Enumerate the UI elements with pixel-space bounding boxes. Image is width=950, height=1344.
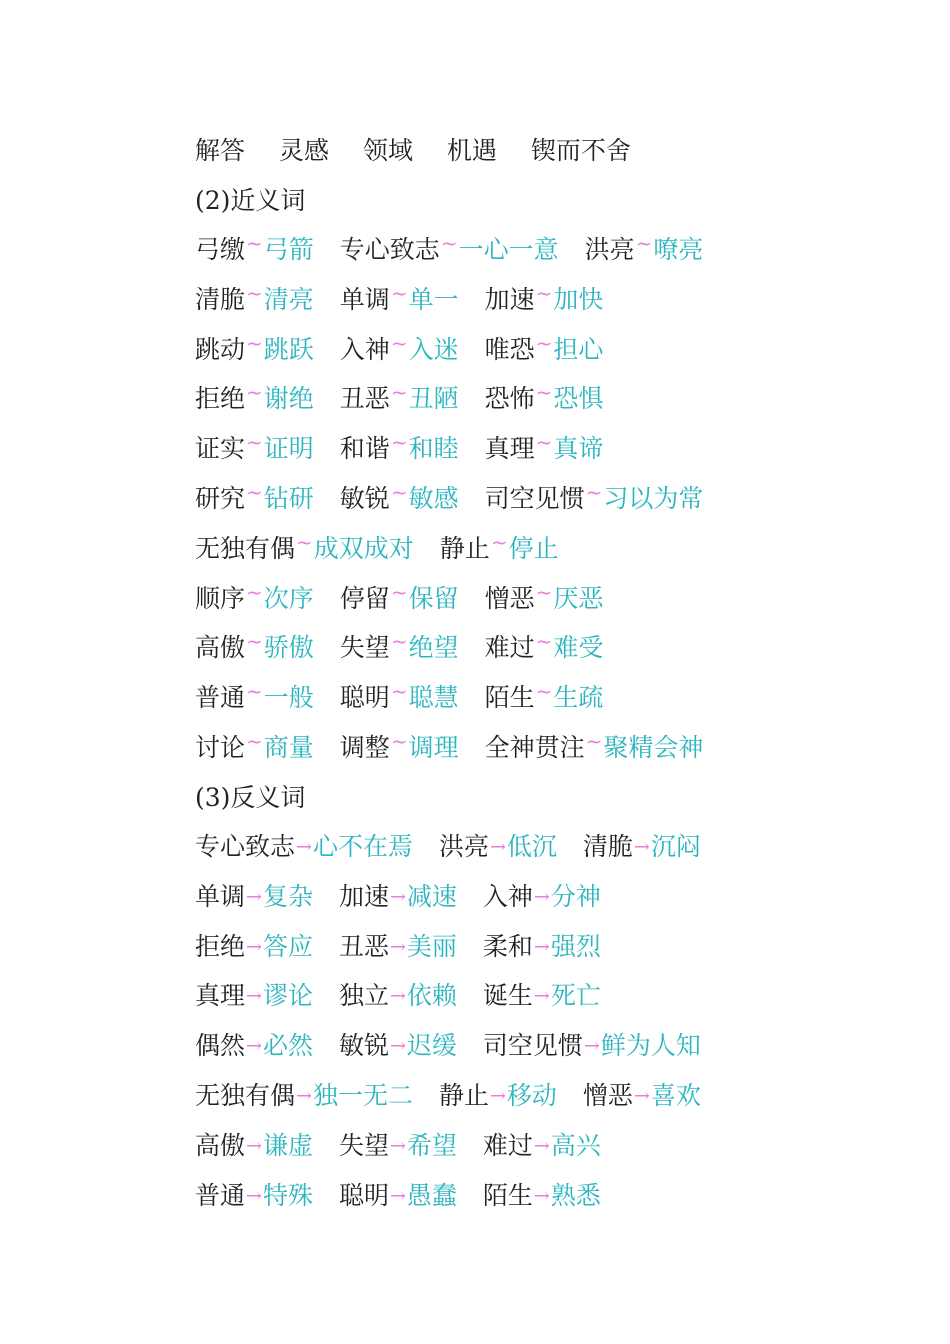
- tilde-mark-icon: ~: [535, 629, 553, 653]
- word: 灵感: [278, 136, 329, 165]
- word-pair: [483, 877, 601, 919]
- synonym-row: [195, 330, 603, 370]
- answer-word: 低沉: [506, 832, 557, 861]
- answer-word: 一心一意: [458, 235, 559, 264]
- synonym-row: [195, 479, 703, 519]
- answer-word: 绝望: [408, 633, 459, 662]
- answer-word: 聪慧: [408, 683, 459, 712]
- source-word: 憎恶: [484, 584, 535, 613]
- word-pair: [585, 230, 704, 271]
- arrow-right-icon: →: [246, 985, 262, 1007]
- word-pair: [485, 479, 704, 520]
- tilde-mark-icon: ~: [635, 231, 653, 255]
- tilde-mark-icon: ~: [246, 580, 263, 604]
- word-pair: [483, 1126, 601, 1168]
- answer-word: 心不在焉: [312, 832, 413, 861]
- tilde-mark-icon: ~: [390, 480, 408, 504]
- word-pair: [195, 230, 314, 271]
- answer-word: 高兴: [550, 1131, 601, 1160]
- source-word: 丑恶: [338, 932, 389, 961]
- arrow-right-icon: →: [246, 886, 262, 908]
- answer-word: 证明: [263, 434, 314, 463]
- antonym-row: [195, 927, 601, 967]
- source-word: 单调: [339, 285, 390, 314]
- word-pair: [440, 529, 559, 570]
- tilde-mark-icon: ~: [535, 580, 553, 604]
- arrow-right-icon: →: [389, 1135, 406, 1157]
- antonym-row: [195, 976, 601, 1016]
- tilde-mark-icon: ~: [390, 580, 408, 604]
- source-word: 静止: [438, 1081, 489, 1110]
- arrow-right-icon: →: [246, 1185, 262, 1207]
- source-word: 跳动: [195, 335, 246, 364]
- answer-word: 清亮: [263, 285, 314, 314]
- tilde-mark-icon: ~: [246, 281, 263, 305]
- word-pair: [340, 379, 459, 420]
- source-word: 失望: [339, 633, 390, 662]
- source-word: 清脆: [582, 832, 633, 861]
- word-pair: [195, 678, 314, 719]
- word-pair: [483, 927, 601, 969]
- source-word: 拒绝: [195, 384, 246, 413]
- answer-word: 敏感: [408, 484, 459, 513]
- word-pair: [439, 1076, 557, 1118]
- source-word: 高傲: [195, 1131, 246, 1160]
- word-pair: [485, 330, 604, 371]
- source-word: 加速: [338, 882, 389, 911]
- tilde-mark-icon: ~: [535, 331, 553, 355]
- word-pair: [339, 927, 457, 969]
- synonym-row: [195, 529, 559, 569]
- arrow-right-icon: →: [389, 936, 406, 958]
- answer-word: 单一: [408, 285, 459, 314]
- word-pair: [483, 1176, 601, 1218]
- tilde-mark-icon: ~: [390, 380, 408, 404]
- source-word: 陌生: [482, 1181, 533, 1210]
- answer-word: 减速: [406, 882, 457, 911]
- word-pair: [195, 479, 314, 520]
- answer-word: 熟悉: [550, 1181, 601, 1210]
- synonym-row: [195, 678, 603, 718]
- answer-word: 复杂: [262, 882, 313, 911]
- answer-word: 依赖: [406, 981, 457, 1010]
- word-pair: [195, 976, 313, 1018]
- tilde-mark-icon: ~: [390, 331, 408, 355]
- answer-word: 停止: [508, 534, 559, 563]
- word-pair: [339, 1176, 457, 1218]
- arrow-right-icon: →: [633, 1085, 650, 1107]
- answer-word: 成双成对: [313, 534, 414, 563]
- arrow-right-icon: →: [533, 936, 550, 958]
- answer-word: 入迷: [408, 335, 459, 364]
- source-word: 研究: [195, 484, 246, 513]
- answer-word: 丑陋: [408, 384, 459, 413]
- arrow-right-icon: →: [533, 985, 550, 1007]
- word-pair: [483, 976, 601, 1018]
- source-word: 诞生: [482, 981, 533, 1010]
- word-pair: [340, 628, 459, 669]
- answer-word: 恐惧: [553, 384, 604, 413]
- answer-word: 强烈: [550, 932, 601, 961]
- word: 机遇: [446, 136, 497, 165]
- tilde-mark-icon: ~: [246, 679, 263, 703]
- word-pair: [340, 280, 459, 321]
- word-pair: [340, 579, 459, 620]
- answer-word: 喜欢: [650, 1081, 701, 1110]
- synonym-row: [195, 579, 603, 619]
- word-pair: [195, 728, 314, 769]
- antonym-row: [195, 827, 701, 867]
- tilde-mark-icon: ~: [390, 281, 408, 305]
- tilde-mark-icon: ~: [390, 679, 408, 703]
- word-pair: [340, 230, 559, 271]
- source-word: 入神: [482, 882, 533, 911]
- tilde-mark-icon: ~: [585, 729, 603, 753]
- source-word: 弓缴: [195, 235, 246, 264]
- source-word: 真理: [195, 981, 246, 1010]
- answer-word: 独一无二: [312, 1081, 413, 1110]
- source-word: 静止: [439, 534, 490, 563]
- arrow-right-icon: →: [389, 886, 406, 908]
- source-word: 司空见惯: [482, 1031, 583, 1060]
- answer-word: 次序: [263, 584, 314, 613]
- arrow-right-icon: →: [389, 1035, 406, 1057]
- word-pair: [339, 976, 457, 1018]
- source-word: 讨论: [195, 733, 246, 762]
- source-word: 加速: [484, 285, 535, 314]
- tilde-mark-icon: ~: [390, 629, 408, 653]
- source-word: 难过: [482, 1131, 533, 1160]
- source-word: 拒绝: [195, 932, 246, 961]
- source-word: 停留: [339, 584, 390, 613]
- answer-word: 愚蠢: [406, 1181, 457, 1210]
- answer-word: 担心: [553, 335, 604, 364]
- source-word: 清脆: [195, 285, 246, 314]
- tilde-mark-icon: ~: [246, 380, 263, 404]
- word-pair: [485, 579, 604, 620]
- source-word: 专心致志: [339, 235, 440, 264]
- source-word: 恐怖: [484, 384, 535, 413]
- word: 锲而不舍: [530, 136, 631, 165]
- source-word: 普通: [195, 1181, 246, 1210]
- answer-word: 习以为常: [603, 484, 704, 513]
- answer-word: 鲜为人知: [600, 1031, 701, 1060]
- word-pair: [340, 429, 459, 470]
- source-word: 柔和: [482, 932, 533, 961]
- word-pair: [195, 379, 314, 420]
- arrow-right-icon: →: [583, 1035, 600, 1057]
- word-pair: [195, 280, 314, 321]
- tilde-mark-icon: ~: [296, 530, 313, 554]
- arrow-right-icon: →: [489, 1085, 506, 1107]
- source-word: 单调: [195, 882, 246, 911]
- tilde-mark-icon: ~: [535, 679, 553, 703]
- arrow-right-icon: →: [296, 836, 312, 858]
- source-word: 高傲: [195, 633, 246, 662]
- tilde-mark-icon: ~: [246, 231, 263, 255]
- answer-word: 聚精会神: [603, 733, 704, 762]
- word-pair: [439, 827, 557, 869]
- source-word: 陌生: [484, 683, 535, 712]
- word-pair: [485, 280, 604, 321]
- answer-word: 难受: [553, 633, 604, 662]
- synonym-row: [195, 429, 603, 469]
- word-pair: [195, 1076, 413, 1118]
- source-word: 全神贯注: [484, 733, 585, 762]
- answer-word: 真谛: [553, 434, 604, 463]
- answer-word: 谦虚: [262, 1131, 313, 1160]
- tilde-mark-icon: ~: [246, 729, 263, 753]
- arrow-right-icon: →: [633, 836, 650, 858]
- source-word: 洪亮: [584, 235, 635, 264]
- word-pair: [339, 877, 457, 919]
- answer-word: 特殊: [262, 1181, 313, 1210]
- source-word: 丑恶: [339, 384, 390, 413]
- synonyms-heading: (2)近义词: [195, 186, 306, 215]
- answer-word: 希望: [406, 1131, 457, 1160]
- arrow-right-icon: →: [246, 936, 262, 958]
- antonym-row: [195, 1126, 601, 1166]
- source-word: 司空见惯: [484, 484, 585, 513]
- answer-word: 商量: [263, 733, 314, 762]
- answer-word: 谬论: [262, 981, 313, 1010]
- word-pair: [340, 678, 459, 719]
- word-pair: [483, 1026, 701, 1068]
- answer-word: 答应: [262, 932, 313, 961]
- word-pair: [195, 628, 314, 669]
- answer-word: 生疏: [553, 683, 604, 712]
- source-word: 无独有偶: [195, 534, 296, 563]
- antonym-row: [195, 1026, 701, 1066]
- tilde-mark-icon: ~: [390, 729, 408, 753]
- word-list-line: [195, 131, 631, 171]
- answer-word: 钻研: [263, 484, 314, 513]
- tilde-mark-icon: ~: [535, 430, 553, 454]
- answer-word: 必然: [262, 1031, 313, 1060]
- word-pair: [485, 429, 604, 470]
- word-pair: [195, 429, 314, 470]
- arrow-right-icon: →: [246, 1135, 262, 1157]
- source-word: 调整: [339, 733, 390, 762]
- source-word: 证实: [195, 434, 246, 463]
- word-pair: [583, 1076, 701, 1118]
- word-pair: [485, 628, 604, 669]
- synonym-row: [195, 628, 603, 668]
- source-word: 无独有偶: [195, 1081, 296, 1110]
- word: 解答: [195, 136, 246, 165]
- arrow-right-icon: →: [533, 886, 550, 908]
- source-word: 唯恐: [484, 335, 535, 364]
- answer-word: 和睦: [408, 434, 459, 463]
- answer-word: 迟缓: [406, 1031, 457, 1060]
- answer-word: 一般: [263, 683, 314, 712]
- source-word: 入神: [339, 335, 390, 364]
- source-word: 聪明: [338, 1181, 389, 1210]
- source-word: 普通: [195, 683, 246, 712]
- arrow-right-icon: →: [389, 1185, 406, 1207]
- source-word: 敏锐: [339, 484, 390, 513]
- arrow-right-icon: →: [489, 836, 506, 858]
- answer-word: 厌恶: [553, 584, 604, 613]
- word-pair: [195, 877, 313, 919]
- source-word: 难过: [484, 633, 535, 662]
- source-word: 真理: [484, 434, 535, 463]
- word-pair: [485, 678, 604, 719]
- word-pair: [195, 1026, 313, 1068]
- answer-word: 美丽: [406, 932, 457, 961]
- source-word: 洪亮: [438, 832, 489, 861]
- source-word: 偶然: [195, 1031, 246, 1060]
- source-word: 和谐: [339, 434, 390, 463]
- word-pair: [195, 927, 313, 969]
- word-pair: [340, 479, 459, 520]
- arrow-right-icon: →: [296, 1085, 312, 1107]
- synonym-row: [195, 230, 703, 270]
- tilde-mark-icon: ~: [535, 380, 553, 404]
- source-word: 敏锐: [338, 1031, 389, 1060]
- answer-word: 保留: [408, 584, 459, 613]
- tilde-mark-icon: ~: [585, 480, 603, 504]
- word-pair: [195, 827, 413, 869]
- word-pair: [339, 1126, 457, 1168]
- synonym-row: [195, 728, 703, 768]
- arrow-right-icon: →: [246, 1035, 262, 1057]
- answer-word: 弓箭: [263, 235, 314, 264]
- tilde-mark-icon: ~: [246, 331, 263, 355]
- antonym-row: [195, 1076, 701, 1116]
- answer-word: 加快: [553, 285, 604, 314]
- word-pair: [195, 330, 314, 371]
- source-word: 顺序: [195, 584, 246, 613]
- answer-word: 谢绝: [263, 384, 314, 413]
- word-pair: [485, 379, 604, 420]
- source-word: 憎恶: [582, 1081, 633, 1110]
- tilde-mark-icon: ~: [246, 629, 263, 653]
- arrow-right-icon: →: [533, 1135, 550, 1157]
- source-word: 独立: [338, 981, 389, 1010]
- answer-word: 骄傲: [263, 633, 314, 662]
- synonym-row: [195, 280, 603, 320]
- word-pair: [339, 1026, 457, 1068]
- antonym-row: [195, 877, 601, 917]
- synonym-row: [195, 379, 603, 419]
- antonyms-heading: (3)反义词: [195, 783, 306, 812]
- word-pair: [485, 728, 704, 769]
- arrow-right-icon: →: [533, 1185, 550, 1207]
- source-word: 聪明: [339, 683, 390, 712]
- word-pair: [195, 529, 414, 570]
- word-pair: [583, 827, 701, 869]
- tilde-mark-icon: ~: [390, 430, 408, 454]
- word: 领域: [362, 136, 413, 165]
- answer-word: 调理: [408, 733, 459, 762]
- tilde-mark-icon: ~: [246, 480, 263, 504]
- word-pair: [195, 1126, 313, 1168]
- word-pair: [195, 579, 314, 620]
- word-pair: [340, 330, 459, 371]
- answer-word: 死亡: [550, 981, 601, 1010]
- answer-word: 沉闷: [650, 832, 701, 861]
- answer-word: 跳跃: [263, 335, 314, 364]
- word-pair: [195, 1176, 313, 1218]
- source-word: 专心致志: [195, 832, 296, 861]
- antonym-row: [195, 1176, 601, 1216]
- answer-word: 嘹亮: [653, 235, 704, 264]
- answer-word: 移动: [506, 1081, 557, 1110]
- tilde-mark-icon: ~: [246, 430, 263, 454]
- tilde-mark-icon: ~: [490, 530, 508, 554]
- arrow-right-icon: →: [389, 985, 406, 1007]
- source-word: 失望: [338, 1131, 389, 1160]
- answer-word: 分神: [550, 882, 601, 911]
- tilde-mark-icon: ~: [535, 281, 553, 305]
- tilde-mark-icon: ~: [440, 231, 458, 255]
- word-pair: [340, 728, 459, 769]
